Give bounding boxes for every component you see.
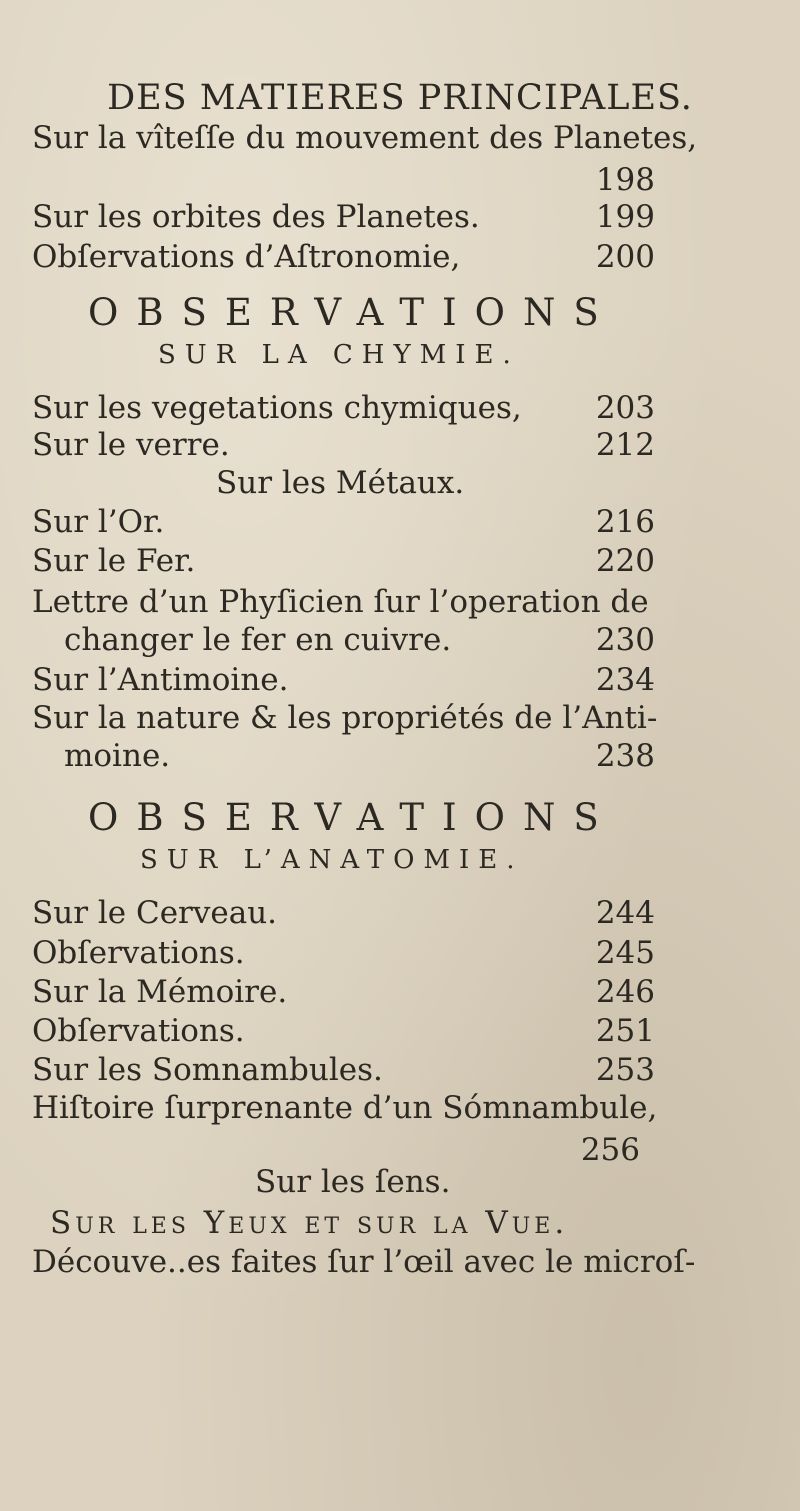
page-number: 199 [595, 199, 655, 235]
index-entry [0, 933, 800, 973]
index-entry [0, 1050, 800, 1090]
entry-text: Hiſtoire ſurprenante d’un Sómnambule, [32, 1090, 658, 1126]
index-entry [0, 1242, 800, 1282]
index-entry [0, 698, 800, 738]
subheading [0, 1203, 800, 1243]
index-entry [0, 237, 800, 277]
entry-text: Obſervations d’Aſtronomie, [32, 239, 461, 275]
entry-text: Sur le Fer. [32, 543, 196, 579]
entry-text: changer le fer en cuivre. [64, 622, 452, 658]
subheading-metaux: Sur les Métaux. [216, 465, 465, 501]
entry-text: Sur la nature & les propriétés de l’Anti- [32, 700, 658, 736]
index-entry [0, 425, 800, 465]
page-number: 246 [595, 974, 655, 1010]
page-number: 230 [595, 622, 655, 658]
index-entry [0, 197, 800, 237]
entry-text: Lettre d’un Phyſicien ſur l’operation de [32, 584, 649, 620]
index-entry [0, 736, 800, 776]
index-entry [0, 972, 800, 1012]
index-entry [0, 388, 800, 428]
section-subtitle: SUR LA CHYMIE. [158, 340, 520, 370]
entry-text: Sur les vegetations chymiques, [32, 390, 522, 426]
entry-text: Sur le Cerveau. [32, 895, 278, 931]
page-number: 253 [595, 1052, 655, 1088]
entry-text: Sur les orbites des Planetes. [32, 199, 480, 235]
entry-text: Sur les Somnambules. [32, 1052, 383, 1088]
page-number: 198 [595, 162, 655, 198]
entry-text: moine. [64, 738, 171, 774]
page-number: 220 [595, 543, 655, 579]
index-entry [0, 1088, 800, 1128]
entry-text: Sur l’Or. [32, 504, 165, 540]
section-subtitle: SUR L’ANATOMIE. [140, 845, 524, 875]
index-entry [0, 893, 800, 933]
page-number: 212 [595, 427, 655, 463]
subheading-sens: Sur les ſens. [255, 1164, 451, 1200]
subheading-yeux: Sur les Yeux et sur la Vue. [50, 1205, 569, 1241]
entry-text: Découve..es faites ſur l’œil avec le microſ- [32, 1244, 696, 1280]
page-number: 234 [595, 662, 655, 698]
page-number: 238 [595, 738, 655, 774]
index-entry [0, 1011, 800, 1051]
page-number: 216 [595, 504, 655, 540]
entry-text: Sur la Mémoire. [32, 974, 288, 1010]
index-entry [0, 118, 800, 158]
subheading [0, 1162, 800, 1202]
index-entry [0, 502, 800, 542]
page-number: 203 [595, 390, 655, 426]
index-entry [0, 160, 800, 200]
page-number: 245 [595, 935, 655, 971]
subheading [0, 463, 800, 503]
section-title: OBSERVATIONS [88, 796, 617, 839]
page-number: 200 [595, 239, 655, 275]
page-number: 256 [580, 1132, 640, 1168]
page-number: 251 [595, 1013, 655, 1049]
entry-text: Sur l’Antimoine. [32, 662, 289, 698]
index-entry [0, 660, 800, 700]
entry-text: Sur le verre. [32, 427, 230, 463]
entry-text: Obſervations. [32, 935, 245, 971]
index-entry [0, 541, 800, 581]
running-head: DES MATIERES PRINCIPALES. [107, 78, 693, 118]
entry-text: Sur la vîteſſe du mouvement des Planetes, [32, 120, 698, 156]
index-entry [0, 620, 800, 660]
page-number: 244 [595, 895, 655, 931]
index-entry [0, 582, 800, 622]
section-title: OBSERVATIONS [88, 291, 617, 334]
entry-text: Obſervations. [32, 1013, 245, 1049]
